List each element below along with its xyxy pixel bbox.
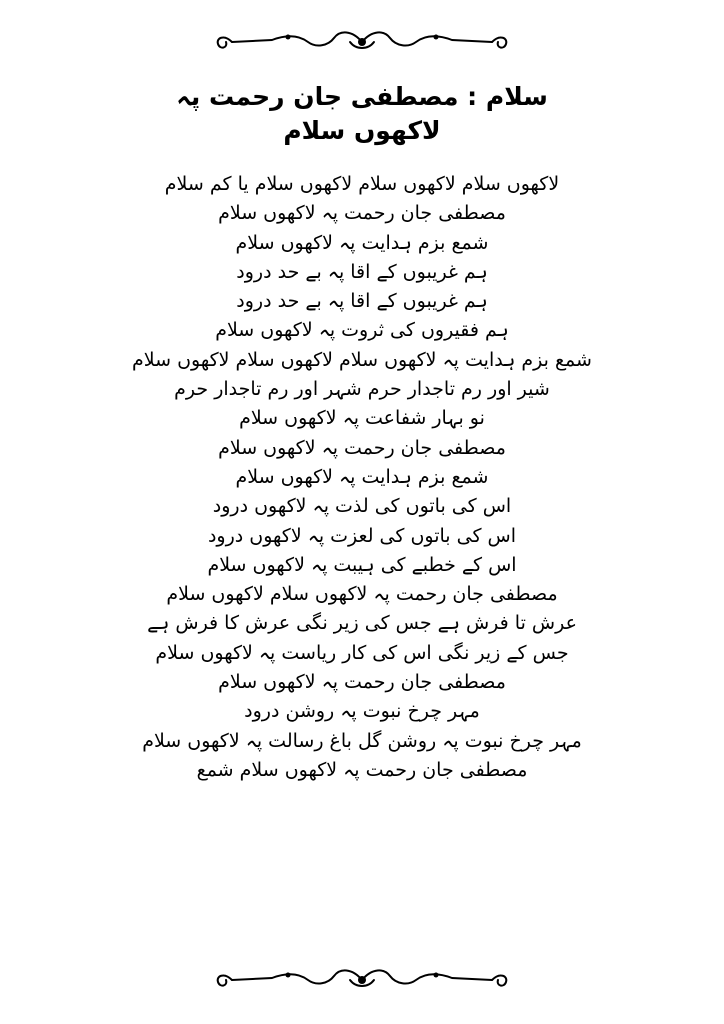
poem-line: مہر چرخ نبوت پہ روشن گل باغ رسالت پہ لاکھوں سلام xyxy=(142,729,582,752)
poem-line: ہم فقیروں کی ثروت پہ لاکھوں سلام xyxy=(215,319,509,342)
bottom-ornament-divider xyxy=(212,962,512,998)
poem-line: مہر چرخ نبوت پہ روشن درود xyxy=(244,700,480,723)
poem-line: اس کے خطبے کی ہیبت پہ لاکھوں سلام xyxy=(207,553,517,576)
poem-line: اس کی باتوں کی لذت پہ لاکھوں درود xyxy=(212,495,512,518)
poem-line: مصطفی جان رحمت پہ لاکھوں سلام شمع xyxy=(196,758,528,781)
poem-line: مصطفی جان رحمت پہ لاکھوں سلام xyxy=(218,436,506,459)
poem-line: اس کی باتوں کی لعزت پہ لاکھوں درود xyxy=(207,524,517,547)
poem-line: مصطفی جان رحمت پہ لاکھوں سلام لاکھوں سلام xyxy=(166,583,558,606)
poem-line: ہم غریبوں کے اقا پہ بے حد درود xyxy=(236,260,488,283)
poem-line: ہم غریبوں کے اقا پہ بے حد درود xyxy=(236,290,488,313)
poem-line: مصطفی جان رحمت پہ لاکھوں سلام xyxy=(218,202,506,225)
poem-line: نو بہار شفاعت پہ لاکھوں سلام xyxy=(239,407,485,430)
poem-line: شمع بزم ہدایت پہ لاکھوں سلام لاکھوں سلام لاکھوں سلام xyxy=(132,348,592,371)
poem-line: لاکھوں سلام لاکھوں سلام لاکھوں سلام یا کم سلام xyxy=(164,173,560,195)
poem-line: شمع بزم ہدایت پہ لاکھوں سلام xyxy=(235,231,489,254)
poem-body xyxy=(100,170,624,785)
poem-line: عرش تا فرش ہے جس کی زیر نگی عرش کا فرش ہے xyxy=(147,612,577,635)
poem-line: جس کے زیر نگی اس کی کار ریاست پہ لاکھوں سلام xyxy=(155,641,569,664)
title-line-1: سلام : مصطفی جان رحمت پہ xyxy=(176,82,548,111)
poem-line: شیر اور رم تاجدار حرم شہر اور رم تاجدار حرم xyxy=(174,378,550,401)
poem-line: شمع بزم ہدایت پہ لاکھوں سلام xyxy=(235,465,489,488)
title-line-2: لاکھوں سلام xyxy=(283,116,441,145)
poem-line: مصطفی جان رحمت پہ لاکھوں سلام xyxy=(218,671,506,694)
page-title xyxy=(150,80,574,148)
top-ornament-divider xyxy=(212,24,512,60)
